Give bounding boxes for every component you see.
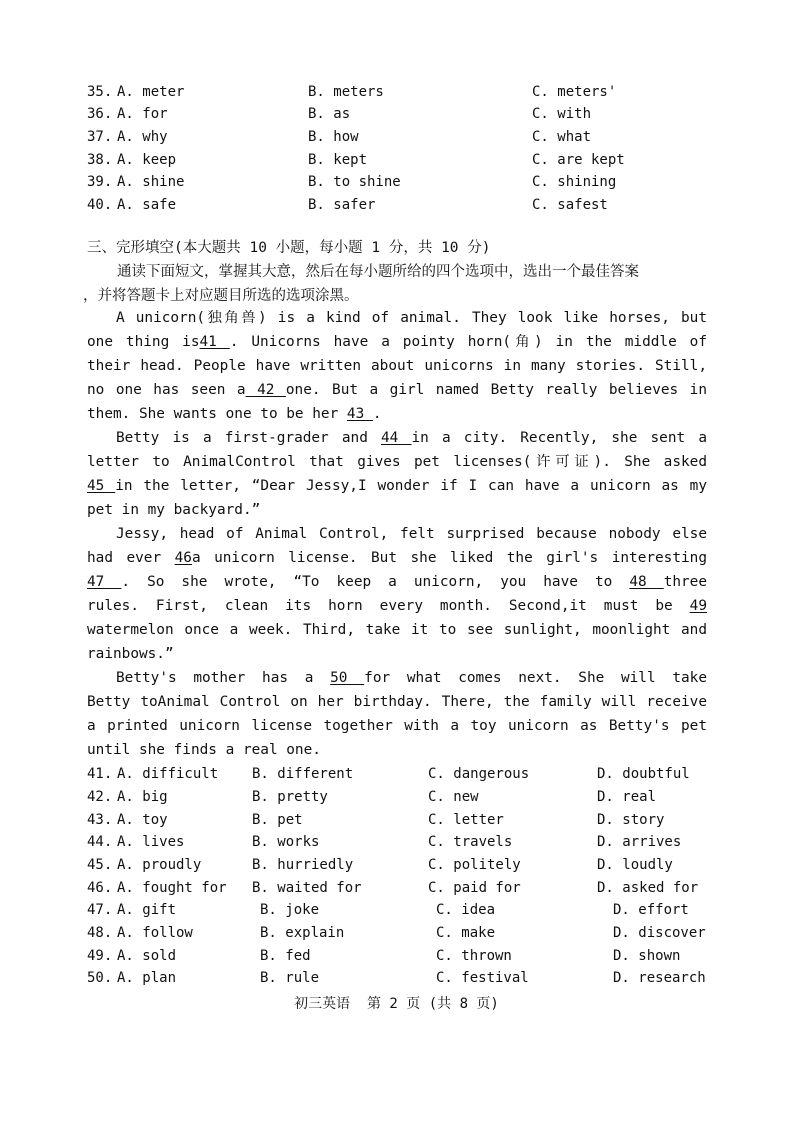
option-d: D. doubtful [597,766,690,782]
option-b: B. as [308,106,351,122]
option-b: B. rule [260,970,320,986]
option-a: A. why [117,129,168,145]
option-a: A. difficult [117,766,219,782]
option-c: C. shining [532,174,617,190]
option-c: C. make [436,925,496,941]
option-b: B. kept [308,152,368,168]
option-a: A. shine [117,174,185,190]
option-a: A. follow [117,925,193,941]
passage-line: a printed unicorn license together with a toy unicorn as Betty's pet [87,718,707,734]
blank-41: 41 [199,334,230,350]
blank-50: 50 [330,670,365,686]
option-b: B. hurriedly [252,857,354,873]
option-a: A. toy [117,812,168,828]
item-number: 36. [87,106,113,122]
option-c: C. idea [436,902,496,918]
option-c: C. meters' [532,84,617,100]
option-b: B. how [308,129,359,145]
blank-44: 44 [381,430,412,446]
option-b: B. waited for [252,880,362,896]
item-number: 42. [87,789,113,805]
passage-line: Betty's mother has a 50 for what comes next. She will take [116,670,708,686]
option-b: B. fed [260,948,311,964]
passage-line: rules. First, clean its horn every month. Second,it must be 49 [87,598,707,614]
option-d: D. real [597,789,657,805]
item-number: 47. [87,902,113,918]
section-instruction-cont: ，并将答题卡上对应题目所选的选项涂黑。 [83,288,359,304]
page-footer: 初三英语 第 2 页 (共 8 页) [294,996,499,1012]
option-a: A. sold [117,948,177,964]
option-d: D. arrives [597,834,682,850]
option-a: A. safe [117,197,177,213]
passage-line: one thing is41 . Unicorns have a pointy horn(角) in the middle of [87,334,707,350]
blank-48: 48 [629,574,664,590]
option-d: D. effort [613,902,689,918]
blank-42: 42 [245,382,286,398]
option-c: C. new [428,789,479,805]
item-number: 38. [87,152,113,168]
option-b: B. pretty [252,789,328,805]
option-a: A. gift [117,902,177,918]
option-c: C. paid for [428,880,521,896]
option-a: A. proudly [117,857,202,873]
section-title: 三、完形填空(本大题共 10 小题，每小题 1 分，共 10 分) [87,240,491,256]
passage-line: Jessy, head of Animal Control, felt surprised because nobody else [116,526,707,542]
option-c: C. dangerous [428,766,530,782]
option-b: B. meters [308,84,384,100]
option-d: D. research [613,970,706,986]
option-c: C. festival [436,970,529,986]
option-b: B. safer [308,197,376,213]
item-number: 48. [87,925,113,941]
option-a: A. meter [117,84,185,100]
passage-line: had ever 46a unicorn license. But she liked the girl's interesting [87,550,708,566]
blank-45: 45 [87,478,116,494]
item-number: 50. [87,970,113,986]
option-a: A. big [117,789,168,805]
passage-line: pet in my backyard.” [87,502,261,518]
option-c: C. letter [428,812,504,828]
passage-line: Betty is a first-grader and 44 in a city. Recently, she sent a [116,430,707,446]
item-number: 37. [87,129,113,145]
item-number: 35. [87,84,113,100]
option-b: B. joke [260,902,320,918]
option-d: D. loudly [597,857,673,873]
blank-49: 49 [689,598,707,614]
item-number: 44. [87,834,113,850]
option-c: C. travels [428,834,513,850]
option-d: D. asked for [597,880,699,896]
option-a: A. fought for [117,880,227,896]
passage-line: watermelon once a week. Third, take it to see sunlight, moonlight and [87,622,707,638]
item-number: 43. [87,812,113,828]
passage-line: until she finds a real one. [87,742,321,758]
blank-46: 46 [174,550,192,566]
option-b: B. different [252,766,354,782]
item-number: 49. [87,948,113,964]
item-number: 41. [87,766,113,782]
passage-line: 45 in the letter, “Dear Jessy,I wonder if I can have a unicorn as my [87,478,707,494]
option-c: C. safest [532,197,608,213]
option-c: C. are kept [532,152,625,168]
option-a: A. keep [117,152,177,168]
passage-line: their head. People have written about unicorns in many stories. Still, [87,358,707,374]
option-b: B. to shine [308,174,401,190]
option-d: D. discover [613,925,706,941]
option-c: C. with [532,106,592,122]
passage-line: them. She wants one to be her 43 . [87,406,382,422]
option-a: A. lives [117,834,185,850]
passage-line: letter to AnimalControl that gives pet licenses(许可证). She asked [87,454,707,470]
item-number: 46. [87,880,113,896]
option-c: C. politely [428,857,521,873]
option-b: B. works [252,834,320,850]
passage-line: no one has seen a 42 one. But a girl named Betty really believes in [87,382,708,398]
item-number: 40. [87,197,113,213]
item-number: 39. [87,174,113,190]
option-b: B. explain [260,925,345,941]
option-d: D. shown [613,948,681,964]
item-number: 45. [87,857,113,873]
passage-line: 47 . So she wrote, “To keep a unicorn, you have to 48 three [87,574,708,590]
blank-43: 43 [346,406,373,422]
blank-47: 47 [87,574,122,590]
option-a: A. plan [117,970,177,986]
option-c: C. what [532,129,592,145]
passage-line: rainbows.” [87,646,174,662]
option-a: A. for [117,106,168,122]
passage-line: Betty toAnimal Control on her birthday. There, the family will receive [87,694,707,710]
option-c: C. thrown [436,948,512,964]
passage-line: A unicorn(独角兽) is a kind of animal. They look like horses, but [116,310,707,326]
option-d: D. story [597,812,665,828]
option-b: B. pet [252,812,303,828]
section-instruction: 通读下面短文，掌握其大意，然后在每小题所给的四个选项中，选出一个最佳答案 [117,264,639,280]
